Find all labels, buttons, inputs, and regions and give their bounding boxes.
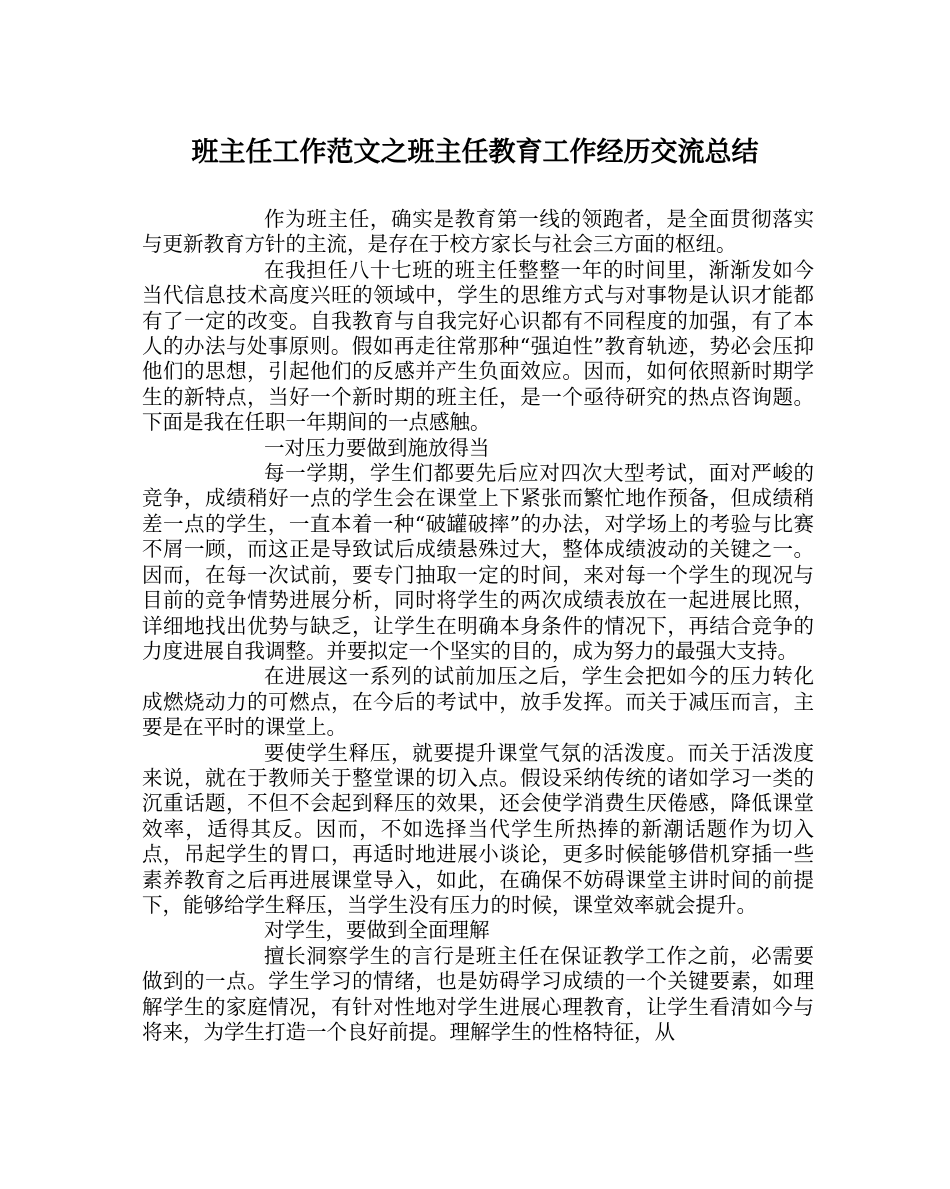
paragraph-understanding: 擅长洞察学生的言行是班主任在保证教学工作之前，必需要做到的一点。学生学习的情绪，也是妨碍学习成绩的一个关键要素，如理解学生的家庭情况，有针对性地对学生进展心理教育，让学生看清如今与将来，为学生打造一个良好前提。理解学生的性格特征，从 [142,943,814,1044]
section-heading-understanding: 对学生，要做到全面理解 [264,918,490,943]
paragraph-pressure-relief: 在进展这一系列的试前加压之后，学生会把如今的压力转化成燃烧动力的可燃点，在今后的考试中，放手发挥。而关于减压而言，主要是在平时的课堂上。 [142,664,814,740]
paragraph-classroom-atmosphere: 要使学生释压，就要提升课堂气氛的活泼度。而关于活泼度来说，就在于教师关于整堂课的切入点。假设采纳传统的诸如学习一类的沉重话题，不但不会起到释压的效果，还会使学消费生厌倦感，降低课堂效率，适得其反。因而，不如选择当代学生所热捧的新潮话题作为切入点，吊起学生的胃口，再适时地进展小谈论，更多时候能够借机穿插一些素养教育之后再进展课堂导入，如此，在确保不妨碍课堂主讲时间的前提下，能够给学生释压，当学生没有压力的时候，课堂效率就会提升。 [142,740,814,917]
document-title: 班主任工作范文之班主任教育工作经历交流总结 [191,137,759,168]
section-heading-pressure: 一对压力要做到施放得当 [264,435,490,460]
paragraph-observation: 在我担任八十七班的班主任整整一年的时间里，渐渐发如今当代信息技术高度兴旺的领域中，学生的思维方式与对事物是认识才能都有了一定的改变。自我教育与自我完好心识都有不同程度的加强，有了本人的办法与处事原则。假如再走往常那种“强迫性”教育轨迹，势必会压抑他们的思想，引起他们的反感并产生负面效应。因而，如何依照新时期学生的新特点，当好一个新时期的班主任，是一个亟待研究的热点咨询题。下面是我在任职一年期间的一点感触。 [142,257,814,435]
paragraph-intro: 作为班主任，确实是教育第一线的领跑者，是全面贯彻落实与更新教育方针的主流，是存在于校方家长与社会三方面的枢纽。 [142,207,814,257]
paragraph-exams: 每一学期，学生们都要先后应对四次大型考试，面对严峻的竞争，成绩稍好一点的学生会在课堂上下紧张而繁忙地作预备，但成绩稍差一点的学生，一直本着一种“破罐破摔”的办法，对学场上的考验与比赛不屑一顾，而这正是导致试后成绩悬殊过大，整体成绩波动的关键之一。因而，在每一次试前，要专门抽取一定的时间，来对每一个学生的现况与目前的竞争情势进展分析，同时将学生的两次成绩表放在一起进展比照，详细地找出优势与缺乏，让学生在明确本身条件的情况下，再结合竞争的力度进展自我调整。并要拟定一个坚实的目的，成为努力的最强大支持。 [142,461,814,663]
document-body [142,207,814,1045]
